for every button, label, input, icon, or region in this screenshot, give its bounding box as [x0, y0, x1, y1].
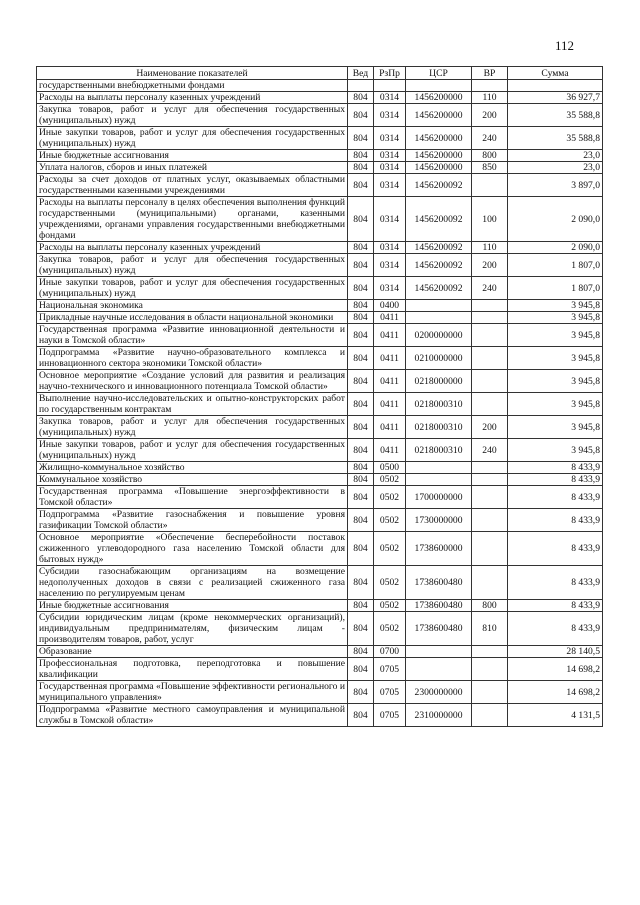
table-row	[37, 324, 603, 347]
row-name-cell: Прикладные научные исследования в области национальной экономики	[37, 312, 348, 324]
row-rzpr-cell: 0411	[374, 312, 406, 324]
row-rzpr-cell: 0314	[374, 92, 406, 104]
row-ved-cell: 804	[348, 532, 374, 566]
row-name-cell: Расходы на выплаты персоналу в целях обеспечения выполнения функций государственными (муниципальными) органами, казенными учреждениями, органами управления государственными внебюджетными фондами	[37, 197, 348, 242]
row-vr-cell: 810	[472, 612, 508, 646]
table-row	[37, 612, 603, 646]
row-ved-cell: 804	[348, 242, 374, 254]
row-vr-cell: 200	[472, 104, 508, 127]
row-sum-cell: 8 433,9	[508, 600, 603, 612]
row-rzpr-cell: 0502	[374, 509, 406, 532]
row-rzpr-cell: 0314	[374, 254, 406, 277]
row-sum-cell	[508, 80, 603, 92]
table-row	[37, 658, 603, 681]
row-rzpr-cell: 0411	[374, 370, 406, 393]
row-sum-cell: 3 945,8	[508, 439, 603, 462]
row-vr-cell	[472, 393, 508, 416]
row-name-cell: Расходы на выплаты персоналу казенных учреждений	[37, 92, 348, 104]
row-sum-cell: 4 131,5	[508, 704, 603, 727]
row-name-cell: Субсидии юридическим лицам (кроме некоммерческих организаций), индивидуальным предпринимателям, физическим лицам - производителям товаров, работ, услуг	[37, 612, 348, 646]
row-rzpr-cell: 0700	[374, 646, 406, 658]
row-name-cell: Национальная экономика	[37, 300, 348, 312]
row-ved-cell: 804	[348, 474, 374, 486]
row-sum-cell: 8 433,9	[508, 612, 603, 646]
row-name-cell: Иные закупки товаров, работ и услуг для обеспечения государственных (муниципальных) нужд	[37, 439, 348, 462]
row-sum-cell: 8 433,9	[508, 509, 603, 532]
row-name-cell: государственными внебюджетными фондами	[37, 80, 348, 92]
row-ved-cell: 804	[348, 254, 374, 277]
row-name-cell: Уплата налогов, сборов и иных платежей	[37, 162, 348, 174]
row-vr-cell: 110	[472, 92, 508, 104]
row-name-cell: Закупка товаров, работ и услуг для обеспечения государственных (муниципальных) нужд	[37, 254, 348, 277]
row-csr-cell: 1456200000	[406, 162, 472, 174]
row-csr-cell: 1456200000	[406, 127, 472, 150]
row-csr-cell: 0210000000	[406, 347, 472, 370]
row-rzpr-cell: 0411	[374, 416, 406, 439]
table-row	[37, 486, 603, 509]
row-csr-cell: 1456200092	[406, 174, 472, 197]
row-vr-cell	[472, 566, 508, 600]
table-row	[37, 277, 603, 300]
table-row	[37, 80, 603, 92]
row-name-cell: Жилищно-коммунальное хозяйство	[37, 462, 348, 474]
row-csr-cell: 2310000000	[406, 704, 472, 727]
header-csr: ЦСР	[406, 67, 472, 80]
row-vr-cell	[472, 704, 508, 727]
row-csr-cell: 0200000000	[406, 324, 472, 347]
row-vr-cell: 850	[472, 162, 508, 174]
row-csr-cell: 0218000310	[406, 439, 472, 462]
row-vr-cell	[472, 312, 508, 324]
row-rzpr-cell: 0705	[374, 704, 406, 727]
row-vr-cell	[472, 462, 508, 474]
table-row	[37, 439, 603, 462]
table-row	[37, 197, 603, 242]
row-rzpr-cell: 0500	[374, 462, 406, 474]
row-sum-cell: 3 945,8	[508, 347, 603, 370]
row-ved-cell: 804	[348, 150, 374, 162]
row-sum-cell: 14 698,2	[508, 658, 603, 681]
row-rzpr-cell: 0502	[374, 532, 406, 566]
table-row	[37, 566, 603, 600]
row-rzpr-cell: 0314	[374, 127, 406, 150]
row-name-cell: Иные бюджетные ассигнования	[37, 150, 348, 162]
table-row	[37, 347, 603, 370]
row-ved-cell: 804	[348, 277, 374, 300]
row-ved-cell: 804	[348, 600, 374, 612]
row-name-cell: Подпрограмма «Развитие научно-образовательного комплекса и инновационного сектора экономики Томской области»	[37, 347, 348, 370]
row-sum-cell: 35 588,8	[508, 104, 603, 127]
row-csr-cell: 1700000000	[406, 486, 472, 509]
row-rzpr-cell: 0314	[374, 277, 406, 300]
row-rzpr-cell: 0502	[374, 566, 406, 600]
row-ved-cell: 804	[348, 324, 374, 347]
row-name-cell: Государственная программа «Повышение эффективности регионального и муниципального управления»	[37, 681, 348, 704]
row-rzpr-cell	[374, 80, 406, 92]
row-vr-cell: 110	[472, 242, 508, 254]
row-rzpr-cell: 0705	[374, 658, 406, 681]
row-ved-cell: 804	[348, 127, 374, 150]
row-name-cell: Образование	[37, 646, 348, 658]
row-csr-cell	[406, 646, 472, 658]
row-csr-cell	[406, 474, 472, 486]
table-row	[37, 104, 603, 127]
row-vr-cell	[472, 532, 508, 566]
row-sum-cell: 3 945,8	[508, 416, 603, 439]
row-csr-cell: 1456200092	[406, 197, 472, 242]
row-rzpr-cell: 0411	[374, 439, 406, 462]
row-name-cell: Иные бюджетные ассигнования	[37, 600, 348, 612]
table-row	[37, 416, 603, 439]
row-sum-cell: 3 945,8	[508, 393, 603, 416]
row-vr-cell	[472, 324, 508, 347]
row-name-cell: Расходы за счет доходов от платных услуг, оказываемых областными государственными казенными учреждениями	[37, 174, 348, 197]
row-vr-cell	[472, 300, 508, 312]
row-sum-cell: 3 945,8	[508, 312, 603, 324]
row-sum-cell: 35 588,8	[508, 127, 603, 150]
row-ved-cell: 804	[348, 370, 374, 393]
table-row	[37, 300, 603, 312]
row-csr-cell	[406, 312, 472, 324]
row-vr-cell	[472, 658, 508, 681]
row-ved-cell: 804	[348, 509, 374, 532]
row-sum-cell: 1 807,0	[508, 254, 603, 277]
row-name-cell: Основное мероприятие «Создание условий для развития и реализация научно-технического и инновационного потенциала Томской области»	[37, 370, 348, 393]
row-vr-cell: 240	[472, 277, 508, 300]
row-sum-cell: 3 945,8	[508, 324, 603, 347]
row-name-cell: Профессиональная подготовка, переподготовка и повышение квалификации	[37, 658, 348, 681]
row-ved-cell: 804	[348, 658, 374, 681]
row-sum-cell: 1 807,0	[508, 277, 603, 300]
row-ved-cell: 804	[348, 347, 374, 370]
row-vr-cell: 240	[472, 439, 508, 462]
row-csr-cell: 1738600000	[406, 532, 472, 566]
row-vr-cell	[472, 486, 508, 509]
row-ved-cell: 804	[348, 92, 374, 104]
row-ved-cell: 804	[348, 486, 374, 509]
row-vr-cell: 800	[472, 600, 508, 612]
table-header	[37, 67, 603, 80]
row-vr-cell	[472, 370, 508, 393]
row-csr-cell: 1456200000	[406, 150, 472, 162]
row-rzpr-cell: 0314	[374, 197, 406, 242]
row-name-cell: Закупка товаров, работ и услуг для обеспечения государственных (муниципальных) нужд	[37, 416, 348, 439]
row-ved-cell: 804	[348, 312, 374, 324]
row-rzpr-cell: 0314	[374, 104, 406, 127]
row-sum-cell: 2 090,0	[508, 197, 603, 242]
row-vr-cell	[472, 347, 508, 370]
table-row	[37, 462, 603, 474]
row-name-cell: Иные закупки товаров, работ и услуг для обеспечения государственных (муниципальных) нужд	[37, 277, 348, 300]
row-sum-cell: 23,0	[508, 162, 603, 174]
row-csr-cell	[406, 462, 472, 474]
row-ved-cell: 804	[348, 462, 374, 474]
row-ved-cell: 804	[348, 681, 374, 704]
table-row	[37, 393, 603, 416]
row-rzpr-cell: 0411	[374, 324, 406, 347]
row-sum-cell: 8 433,9	[508, 462, 603, 474]
row-csr-cell: 0218000310	[406, 416, 472, 439]
row-name-cell: Основное мероприятие «Обеспечение бесперебойности поставок сжиженного углеводородного газа населению Томской области для бытовых нужд»	[37, 532, 348, 566]
row-rzpr-cell: 0314	[374, 242, 406, 254]
row-sum-cell: 8 433,9	[508, 532, 603, 566]
row-vr-cell	[472, 80, 508, 92]
row-csr-cell: 1456200092	[406, 242, 472, 254]
row-ved-cell: 804	[348, 416, 374, 439]
table-row	[37, 370, 603, 393]
row-sum-cell: 14 698,2	[508, 681, 603, 704]
row-sum-cell: 8 433,9	[508, 486, 603, 509]
row-name-cell: Расходы на выплаты персоналу казенных учреждений	[37, 242, 348, 254]
header-sum: Сумма	[508, 67, 603, 80]
table-row	[37, 162, 603, 174]
row-name-cell: Закупка товаров, работ и услуг для обеспечения государственных (муниципальных) нужд	[37, 104, 348, 127]
row-csr-cell: 0218000000	[406, 370, 472, 393]
row-name-cell: Государственная программа «Повышение энергоэффективности в Томской области»	[37, 486, 348, 509]
table-row	[37, 532, 603, 566]
table-row	[37, 646, 603, 658]
table-body	[37, 80, 603, 727]
row-rzpr-cell: 0314	[374, 162, 406, 174]
row-rzpr-cell: 0502	[374, 600, 406, 612]
row-vr-cell: 100	[472, 197, 508, 242]
table-row	[37, 242, 603, 254]
row-sum-cell: 3 945,8	[508, 370, 603, 393]
table-row	[37, 150, 603, 162]
row-rzpr-cell: 0502	[374, 612, 406, 646]
row-ved-cell: 804	[348, 393, 374, 416]
header-ved: Вед	[348, 67, 374, 80]
row-csr-cell	[406, 658, 472, 681]
row-name-cell: Подпрограмма «Развитие газоснабжения и повышение уровня газификации Томской области»	[37, 509, 348, 532]
row-ved-cell	[348, 80, 374, 92]
row-sum-cell: 3 897,0	[508, 174, 603, 197]
table-row	[37, 312, 603, 324]
table-row	[37, 704, 603, 727]
row-sum-cell: 3 945,8	[508, 300, 603, 312]
row-csr-cell	[406, 300, 472, 312]
table-row	[37, 92, 603, 104]
table-row	[37, 254, 603, 277]
row-ved-cell: 804	[348, 704, 374, 727]
row-name-cell: Иные закупки товаров, работ и услуг для обеспечения государственных (муниципальных) нужд	[37, 127, 348, 150]
row-vr-cell	[472, 474, 508, 486]
row-vr-cell	[472, 509, 508, 532]
row-csr-cell: 1456200092	[406, 254, 472, 277]
row-csr-cell: 2300000000	[406, 681, 472, 704]
table-row	[37, 600, 603, 612]
row-sum-cell: 8 433,9	[508, 566, 603, 600]
table-row	[37, 681, 603, 704]
row-vr-cell	[472, 681, 508, 704]
row-vr-cell	[472, 174, 508, 197]
table-row	[37, 174, 603, 197]
row-ved-cell: 804	[348, 197, 374, 242]
row-rzpr-cell: 0502	[374, 486, 406, 509]
row-rzpr-cell: 0314	[374, 174, 406, 197]
table-row	[37, 474, 603, 486]
row-csr-cell: 0218000310	[406, 393, 472, 416]
row-csr-cell: 1738600480	[406, 566, 472, 600]
row-csr-cell: 1456200000	[406, 104, 472, 127]
row-rzpr-cell: 0411	[374, 393, 406, 416]
header-vr: ВР	[472, 67, 508, 80]
table-row	[37, 127, 603, 150]
row-rzpr-cell: 0411	[374, 347, 406, 370]
row-name-cell: Подпрограмма «Развитие местного самоуправления и муниципальной службы в Томской области»	[37, 704, 348, 727]
row-sum-cell: 36 927,7	[508, 92, 603, 104]
row-name-cell: Государственная программа «Развитие инновационной деятельности и науки в Томской области»	[37, 324, 348, 347]
row-sum-cell: 8 433,9	[508, 474, 603, 486]
header-row	[37, 67, 603, 80]
row-csr-cell: 1456200092	[406, 277, 472, 300]
row-ved-cell: 804	[348, 439, 374, 462]
row-sum-cell: 2 090,0	[508, 242, 603, 254]
row-sum-cell: 23,0	[508, 150, 603, 162]
row-ved-cell: 804	[348, 612, 374, 646]
row-ved-cell: 804	[348, 566, 374, 600]
row-ved-cell: 804	[348, 300, 374, 312]
budget-table	[36, 66, 603, 727]
row-vr-cell: 200	[472, 416, 508, 439]
row-rzpr-cell: 0705	[374, 681, 406, 704]
row-csr-cell: 1730000000	[406, 509, 472, 532]
row-vr-cell: 200	[472, 254, 508, 277]
row-sum-cell: 28 140,5	[508, 646, 603, 658]
row-rzpr-cell: 0502	[374, 474, 406, 486]
row-rzpr-cell: 0314	[374, 150, 406, 162]
row-ved-cell: 804	[348, 646, 374, 658]
row-ved-cell: 804	[348, 104, 374, 127]
row-csr-cell: 1738600480	[406, 612, 472, 646]
row-ved-cell: 804	[348, 162, 374, 174]
row-vr-cell: 800	[472, 150, 508, 162]
table-row	[37, 509, 603, 532]
row-vr-cell: 240	[472, 127, 508, 150]
row-csr-cell: 1738600480	[406, 600, 472, 612]
row-ved-cell: 804	[348, 174, 374, 197]
row-name-cell: Субсидии газоснабжающим организациям на возмещение недополученных доходов в связи с реализацией сжиженного газа населению по регулируемым ценам	[37, 566, 348, 600]
row-rzpr-cell: 0400	[374, 300, 406, 312]
row-csr-cell: 1456200000	[406, 92, 472, 104]
header-name: Наименование показателей	[37, 67, 348, 80]
row-name-cell: Коммунальное хозяйство	[37, 474, 348, 486]
header-rzpr: РзПр	[374, 67, 406, 80]
row-name-cell: Выполнение научно-исследовательских и опытно-конструкторских работ по государственным контрактам	[37, 393, 348, 416]
row-vr-cell	[472, 646, 508, 658]
page-number: 112	[555, 38, 575, 53]
row-csr-cell	[406, 80, 472, 92]
